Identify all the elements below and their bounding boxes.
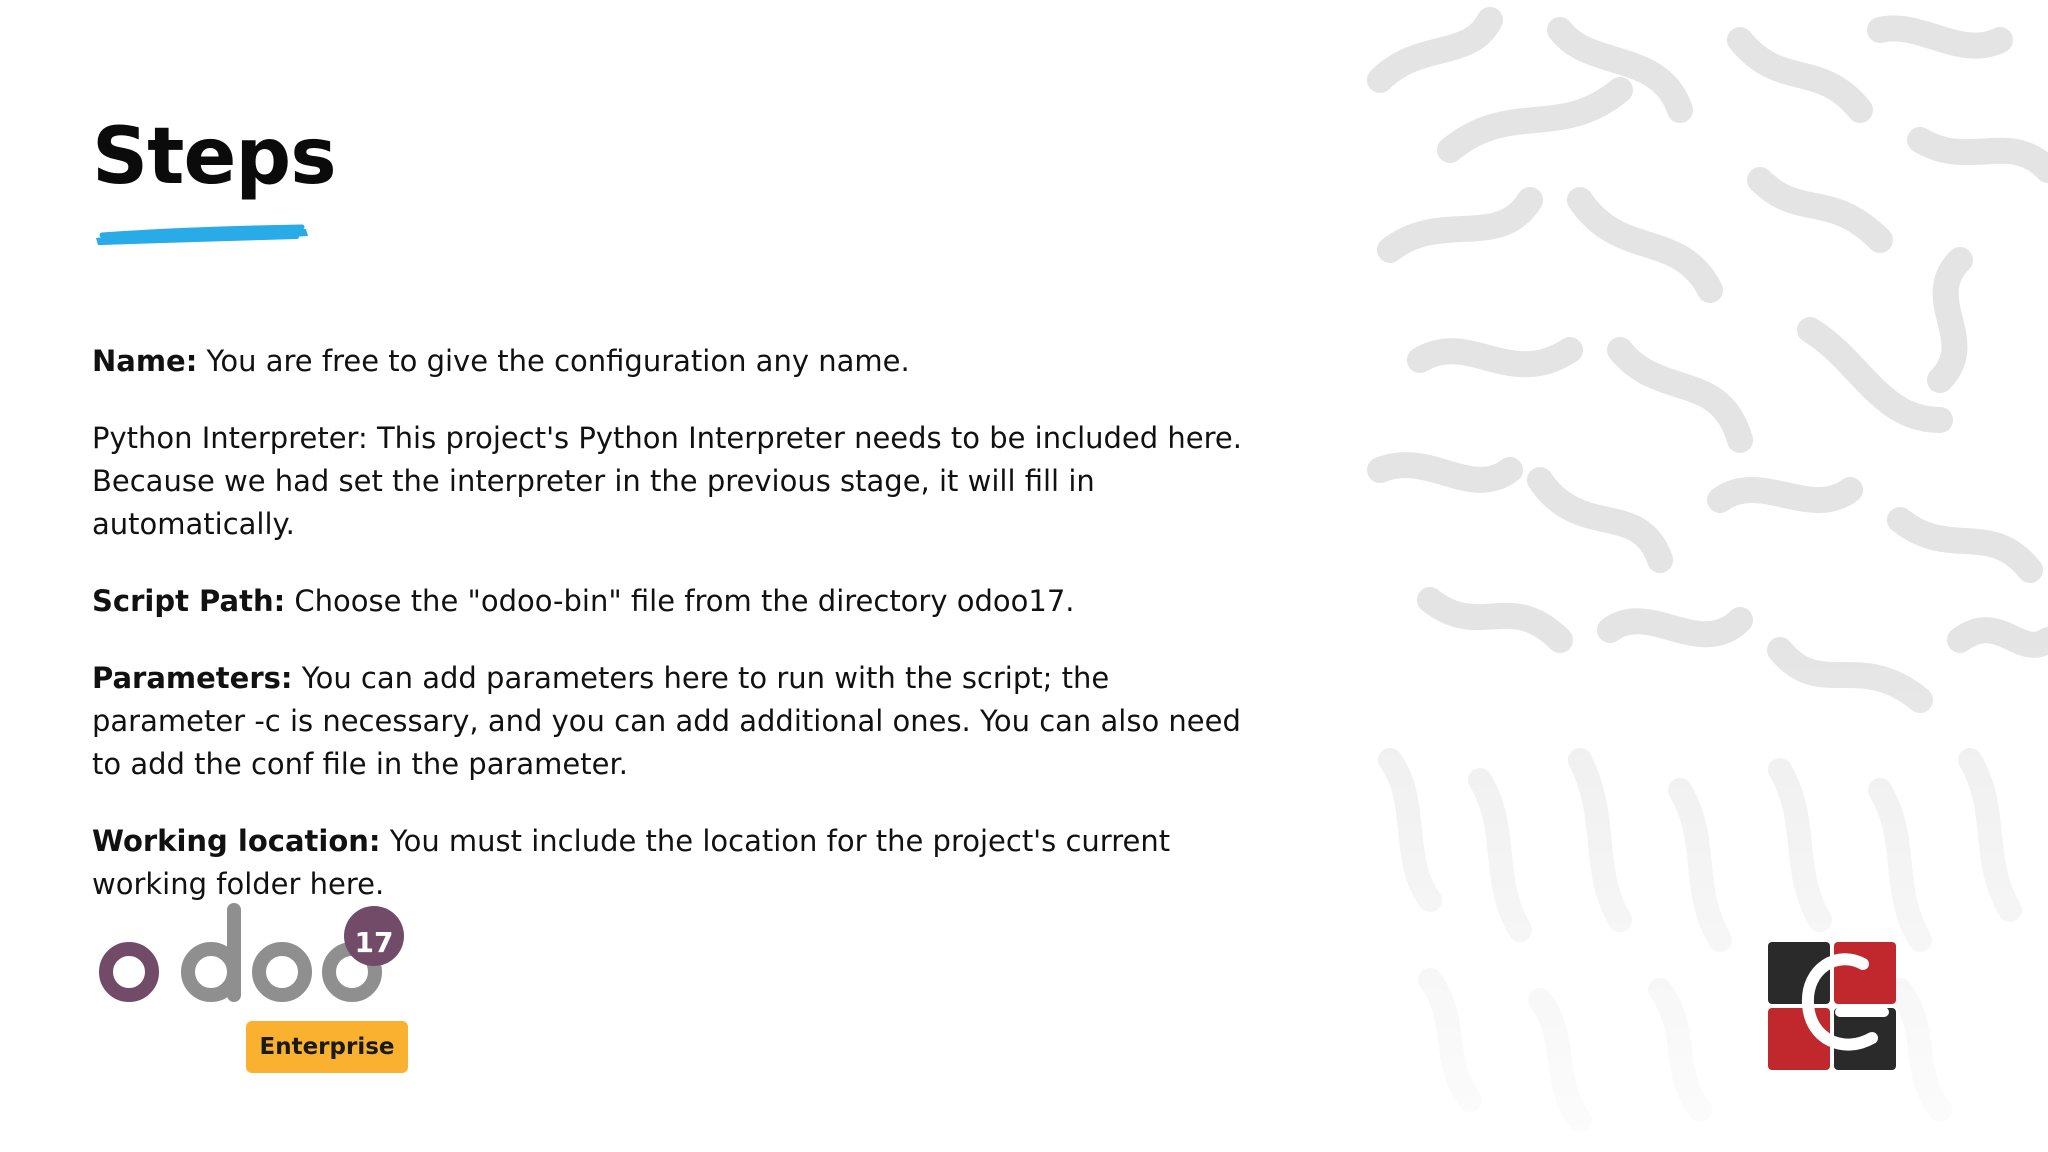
enterprise-badge: Enterprise <box>246 1021 408 1073</box>
step-label: Working location: <box>92 824 381 858</box>
step-parameters <box>92 657 1242 786</box>
step-name <box>92 340 1242 383</box>
decorative-squiggle-pattern <box>1360 0 2048 1152</box>
step-python-interpreter <box>92 417 1242 546</box>
odoo-version: 17 <box>354 925 394 959</box>
title-underline-brush <box>92 218 312 250</box>
step-label: Name: <box>92 344 198 378</box>
step-text: You must include the location for the project's current working folder here. <box>92 824 1171 901</box>
cybrosys-logo-icon <box>1768 942 1896 1070</box>
step-label: Parameters: <box>92 661 293 695</box>
step-text: Python Interpreter: This project's Python Interpreter needs to be included here. Because we had set the interpreter in the previous stage, it will fill in automatically. <box>92 421 1242 541</box>
step-text: You can add parameters here to run with the script; the parameter -c is necessary, and you can add additional ones. You can also need to add the conf file in the parameter. <box>92 661 1241 781</box>
steps-content <box>92 340 1242 940</box>
step-text: Choose the "odoo-bin" file from the directory odoo17. <box>285 584 1075 618</box>
step-text: You are free to give the configuration any name. <box>197 344 910 378</box>
slide-title: Steps <box>92 112 336 202</box>
step-script-path <box>92 580 1242 623</box>
step-working-location <box>92 820 1242 906</box>
step-label: Script Path: <box>92 584 286 618</box>
